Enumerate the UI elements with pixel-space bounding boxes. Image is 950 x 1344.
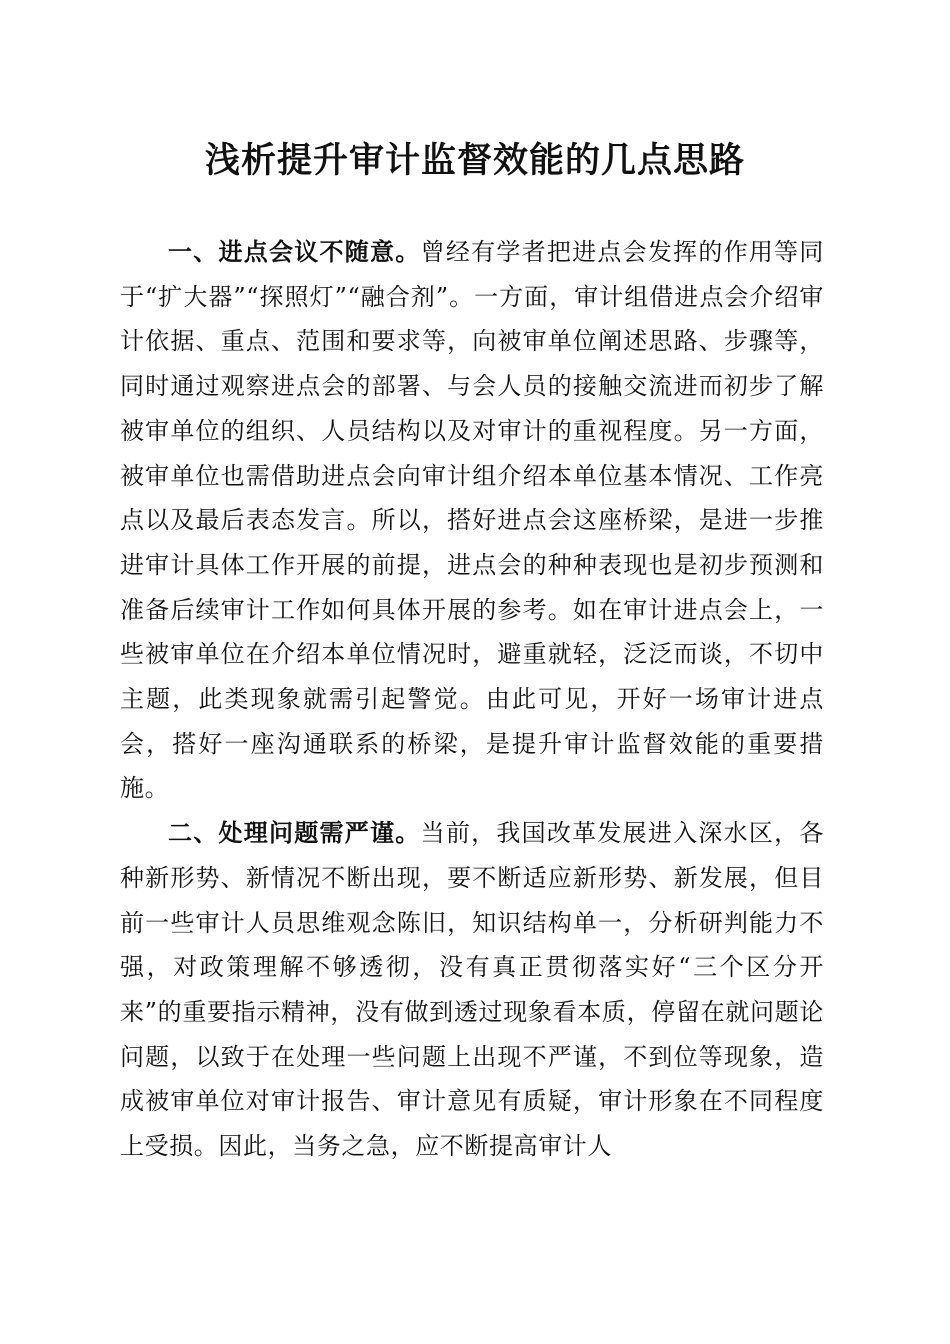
paragraph-text: 当前，我国改革发展进入深水区，各种新形势、新情况不断出现，要不断适应新形势、新发展，但目前一些审计人员思维观念陈旧，知识结构单一，分析研判能力不强，对政策理解不够透彻，没有真正贯彻落实好“三个区分开来”的重要指示精神，没有做到透过现象看本质，停留在就问题论问题，以致于在处理一些问题上出现不严谨，不到位等现象，造成被审单位对审计报告、审计意见有质疑，审计形象在不同程度上受损。因此，当务之急，应不断提高审计人 xyxy=(120,819,824,1161)
document-title: 浅析提升审计监督效能的几点思路 xyxy=(204,140,745,181)
document-body xyxy=(120,230,824,1169)
paragraph-heading: 二、处理问题需严谨。 xyxy=(168,819,421,848)
paragraph-heading: 一、进点会议不随意。 xyxy=(168,238,421,266)
paragraph-text: 曾经有学者把进点会发挥的作用等同于“扩大器”“探照灯”“融合剂”。一方面，审计组借进点会介绍审计依据、重点、范围和要求等，向被审单位阐述思路、步骤等，同时通过观察进点会的部署、与会人员的接触交流进而初步了解被审单位的组织、人员结构以及对审计的重视程度。另一方面，被审单位也需借助进点会向审计组介绍本单位基本情况、工作亮点以及最后表态发言。所以，搭好进点会这座桥梁，是进一步推进审计具体工作开展的前提，进点会的种种表现也是初步预测和准备后续审计工作如何具体开展的参考。如在审计进点会上，一些被审单位在介绍本单位情况时，避重就轻，泛泛而谈，不切中主题，此类现象就需引起警觉。由此可见，开好一场审计进点会，搭好一座沟通联系的桥梁，是提升审计监督效能的重要措施。 xyxy=(120,238,824,803)
paragraph-1 xyxy=(120,230,824,811)
paragraph-2 xyxy=(120,811,824,1169)
